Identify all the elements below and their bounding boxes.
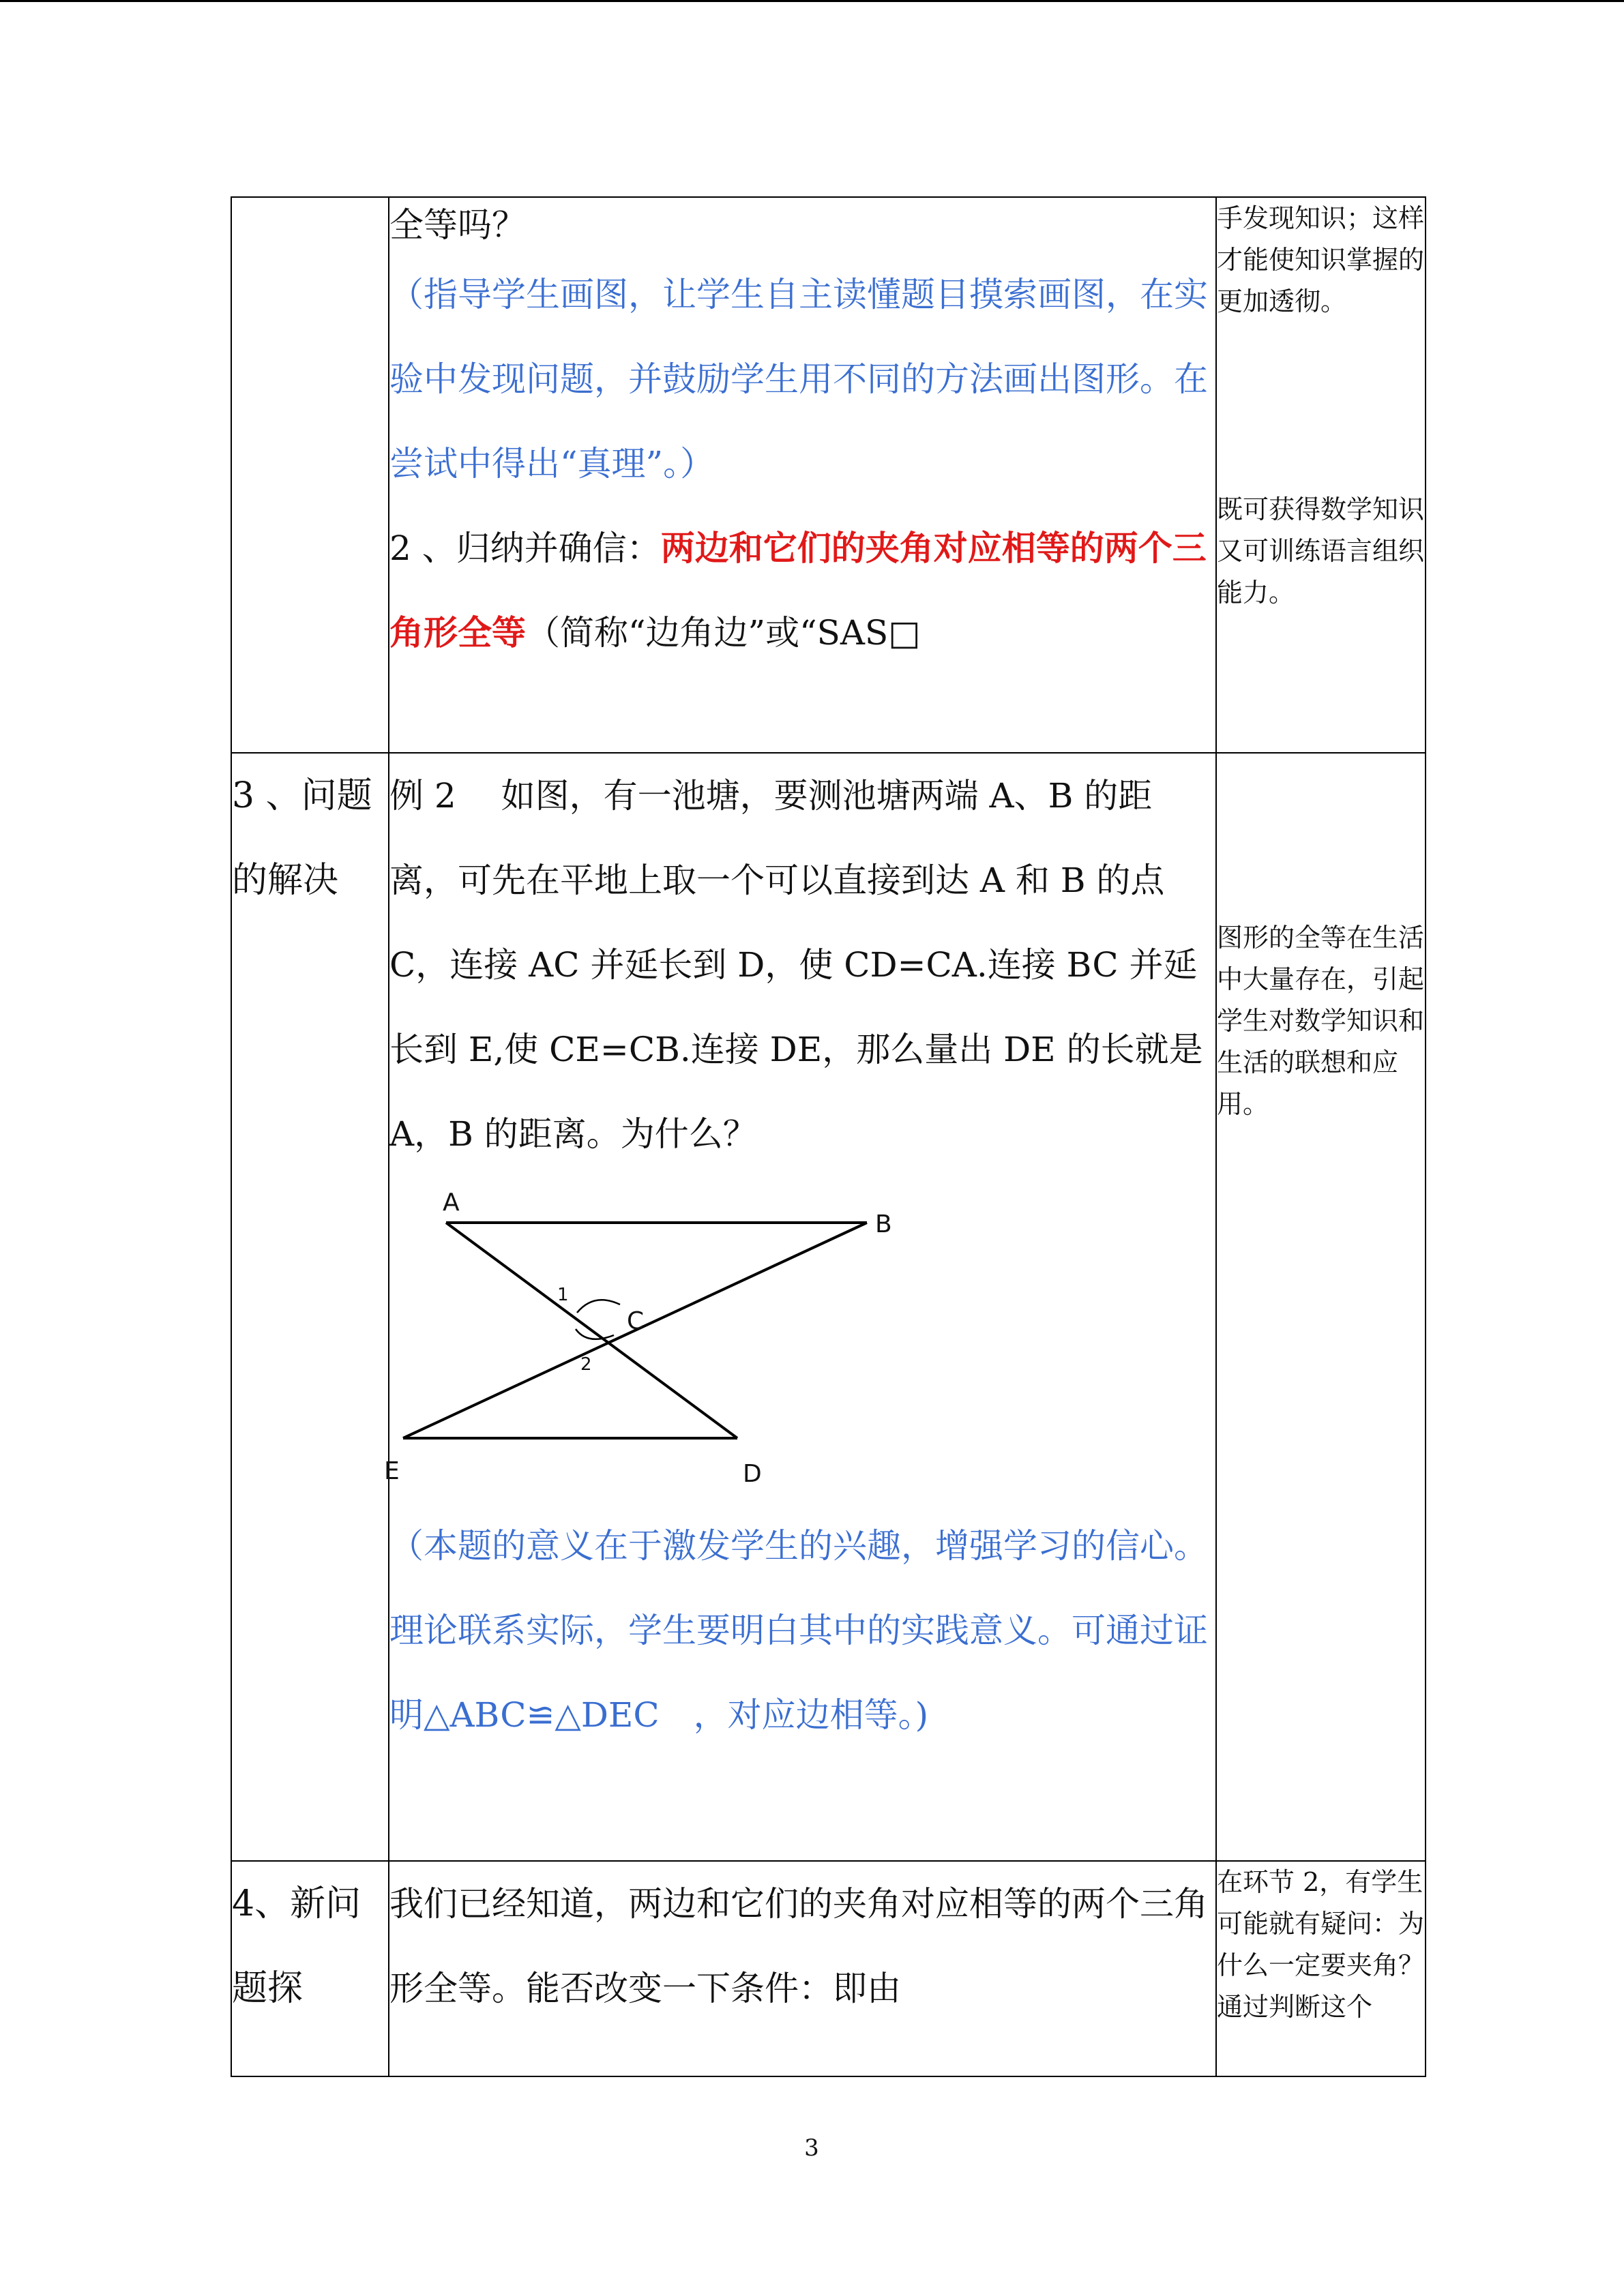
note-text: 在环节 2，有学生可能就有疑问：为什么一定要夹角？通过判断这个 [1217, 1867, 1425, 2022]
item-prefix: 2 、归纳并确信： [389, 528, 661, 568]
angle-label-2: 2 [580, 1354, 592, 1375]
angle-arc-1 [577, 1300, 620, 1313]
content-line: 全等吗？ [389, 205, 526, 245]
content-cell [389, 197, 1216, 753]
page-top-border [0, 0, 1624, 2]
conclusion-tail: （简称“边角边”或“SAS□ [526, 613, 921, 653]
stage-cell: 4、新问题探 [231, 1861, 389, 2076]
conclusion-paragraph [389, 506, 1215, 675]
guidance-text: （指导学生画图，让学生自主读懂题目摸索画图，在实验中发现问题，并鼓励学生用不同的方法画出图形。在尝试中得出“真理”。） [389, 275, 1208, 483]
content-text: 我们已经知道，两边和它们的夹角对应相等的两个三角形全等。能否改变一下条件：即由 [389, 1884, 1208, 2008]
note-text: 手发现知识；这样才能使知识掌握的更加透彻。 [1217, 203, 1425, 316]
note-cell [1216, 197, 1426, 753]
content-cell [389, 1861, 1216, 2076]
stage-cell [231, 197, 389, 753]
point-label-D: D [743, 1460, 762, 1488]
point-label-C: C [627, 1307, 645, 1335]
content-cell [384, 753, 1216, 1861]
table-row [231, 1861, 1426, 2076]
point-label-B: B [875, 1210, 892, 1238]
example-text: 例 2 如图，有一池塘，要测池塘两端 A、B 的距离，可先在平地上取一个可以直接到达 A 和 B 的点 C，连接 AC 并延长到 D，使 CD=CA.连接 BC 并延长到 E,使 CE=CB.连接 DE，那么量出 DE 的长就是 A，B 的距离。为什么？ [389, 776, 1203, 1154]
table-row [231, 197, 1426, 753]
note-text: 图形的全等在生活中大量存在，引起学生对数学知识和生活的联想和应用。 [1217, 923, 1425, 1119]
explanation-text: （本题的意义在于激发学生的兴趣，增强学习的信心。理论联系实际，学生要明白其中的实践意义。可通过证明△ABC≌△DEC ，对应边相等。) [389, 1526, 1208, 1735]
point-label-A: A [443, 1189, 460, 1217]
segment-AD [446, 1223, 737, 1438]
lesson-plan-table [231, 196, 1426, 2077]
point-label-E: E [384, 1457, 400, 1485]
angle-label-1: 1 [557, 1285, 569, 1305]
note-text: 既可获得数学知识又可训练语言组织能力。 [1217, 494, 1425, 608]
geometry-figure-svg [383, 1183, 928, 1504]
stage-cell: 3 、问题的解决 [231, 753, 389, 1861]
note-cell [1216, 753, 1426, 1861]
page-number: 3 [804, 2134, 819, 2162]
geometry-figure [383, 1183, 928, 1504]
table-row [231, 753, 1426, 1861]
note-cell [1216, 1861, 1426, 2076]
conclusion-emphasis: 两边和它们的夹角对应相等的两个三角形全等 [389, 528, 1207, 653]
